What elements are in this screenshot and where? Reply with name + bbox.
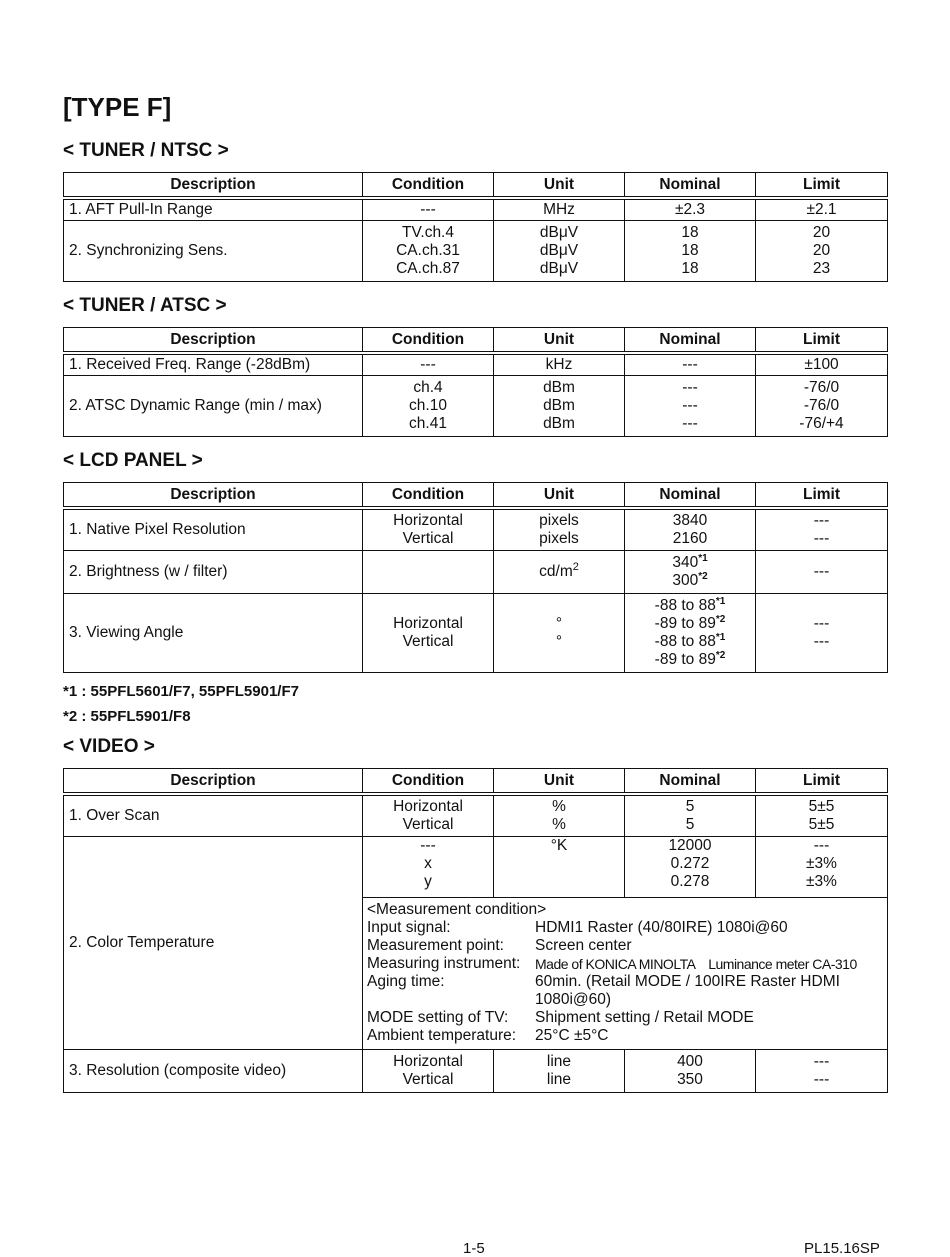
footnote-marker: *2	[715, 649, 726, 661]
nominal-value: 0.278	[670, 872, 710, 890]
measurement-value: Made of KONICA MINOLTA Luminance meter CA-310	[535, 956, 857, 972]
row-unit	[494, 794, 625, 836]
table-row	[64, 353, 888, 375]
unit-value: dBμV	[539, 259, 579, 277]
nominal-value: 0.272	[670, 854, 710, 872]
header-unit: Unit	[494, 483, 625, 509]
unit-value: dBm	[543, 414, 575, 432]
row-description: 1. Over Scan	[64, 794, 363, 836]
header-limit: Limit	[756, 483, 888, 509]
limit-value: -76/+4	[799, 414, 844, 432]
limit-value: ---	[813, 632, 830, 650]
limit-value: 20	[812, 223, 831, 241]
limit-value: ±3%	[806, 872, 837, 890]
header-nominal: Nominal	[625, 483, 756, 509]
row-unit: kHz	[494, 353, 625, 375]
table-row	[64, 375, 888, 436]
limit-value: ---	[813, 511, 830, 529]
row-unit	[494, 836, 625, 897]
limit-value: -76/0	[803, 396, 840, 414]
measurement-item	[367, 973, 883, 1009]
nominal-value: ---	[682, 396, 698, 414]
header-description: Description	[64, 483, 363, 509]
nominal-value: 18	[681, 241, 699, 259]
limit-value: ---	[813, 1052, 830, 1070]
tuner-atsc-table	[63, 327, 888, 437]
nominal-value-line	[625, 615, 755, 633]
table-header-row	[64, 483, 888, 509]
document-code: PL15.16SP	[804, 1240, 880, 1257]
tuner-ntsc-table	[63, 172, 888, 282]
nominal-value-line	[625, 572, 755, 590]
nominal-value: -88 to 88	[654, 596, 716, 614]
condition-value: TV.ch.4	[402, 223, 454, 241]
row-condition	[363, 836, 494, 897]
unit-value: dBm	[543, 396, 575, 414]
header-condition: Condition	[363, 769, 494, 795]
nominal-value: 400	[677, 1052, 703, 1070]
header-limit: Limit	[756, 173, 888, 199]
row-limit	[756, 220, 888, 281]
row-limit	[756, 593, 888, 672]
row-limit: ±100	[756, 353, 888, 375]
row-nominal	[625, 508, 756, 550]
measurement-value: Screen center	[535, 937, 632, 954]
condition-value: Vertical	[402, 529, 454, 547]
nominal-value-line	[625, 554, 755, 572]
table-header-row	[64, 328, 888, 354]
row-nominal	[625, 794, 756, 836]
measurement-value: 25°C ±5°C	[535, 1027, 609, 1044]
row-nominal	[625, 1049, 756, 1092]
measurement-condition	[363, 897, 888, 1049]
row-description: 2. ATSC Dynamic Range (min / max)	[64, 375, 363, 436]
limit-value: 23	[812, 259, 831, 277]
nominal-value: 350	[677, 1070, 703, 1088]
header-unit: Unit	[494, 769, 625, 795]
nominal-value: 340	[672, 553, 699, 571]
row-limit	[756, 836, 888, 897]
unit-value: dBμV	[539, 241, 579, 259]
measurement-item	[367, 919, 883, 937]
unit-value: line	[546, 1070, 572, 1088]
measurement-label: MODE setting of TV:	[367, 1009, 509, 1026]
row-unit	[494, 375, 625, 436]
lcd-panel-table	[63, 482, 888, 673]
row-unit	[494, 550, 625, 593]
row-limit	[756, 1049, 888, 1092]
nominal-value-line	[625, 651, 755, 669]
footnote-marker: *2	[698, 570, 708, 582]
table-row	[64, 550, 888, 593]
table-row	[64, 508, 888, 550]
condition-value: Horizontal	[393, 614, 463, 632]
limit-value: 5±5	[808, 815, 835, 833]
limit-value: ---	[813, 1070, 830, 1088]
header-description: Description	[64, 769, 363, 795]
nominal-value: -89 to 89	[654, 614, 716, 632]
unit-value: pixels	[539, 511, 579, 529]
nominal-value: 2160	[672, 529, 708, 547]
limit-value: -76/0	[803, 378, 840, 396]
measurement-label: Ambient temperature:	[367, 1027, 517, 1044]
section-title-lcd-panel: < LCD PANEL >	[63, 450, 203, 471]
row-condition: ---	[363, 198, 494, 220]
row-description: 3. Resolution (composite video)	[64, 1049, 363, 1092]
measurement-value: HDMI1 Raster (40/80IRE) 1080i@60	[535, 919, 788, 936]
footnote-1: *1 : 55PFL5601/F7, 55PFL5901/F7	[63, 683, 299, 700]
condition-value: CA.ch.31	[396, 241, 460, 259]
row-unit	[494, 593, 625, 672]
row-description: 2. Brightness (w / filter)	[64, 550, 363, 593]
condition-value: ---	[420, 836, 436, 854]
nominal-value: ---	[682, 414, 698, 432]
nominal-value: ---	[682, 378, 698, 396]
table-row	[64, 593, 888, 672]
row-nominal	[625, 593, 756, 672]
row-condition	[363, 220, 494, 281]
header-unit: Unit	[494, 328, 625, 354]
unit-value: dBμV	[539, 223, 579, 241]
row-description: 2. Color Temperature	[64, 836, 363, 1049]
measurement-item	[367, 1027, 883, 1045]
page-title: [TYPE F]	[63, 92, 172, 122]
condition-value: y	[424, 872, 432, 890]
table-header-row	[64, 173, 888, 199]
measurement-value: Shipment setting / Retail MODE	[535, 1009, 754, 1026]
footnote-marker: *2	[715, 613, 726, 625]
row-limit	[756, 508, 888, 550]
unit-superscript: 2	[572, 560, 579, 573]
unit-value: °	[555, 614, 563, 632]
measurement-label: Measurement point:	[367, 937, 504, 954]
row-condition	[363, 550, 494, 593]
row-condition: ---	[363, 353, 494, 375]
row-unit	[494, 220, 625, 281]
header-limit: Limit	[756, 328, 888, 354]
row-nominal	[625, 836, 756, 897]
header-condition: Condition	[363, 483, 494, 509]
row-limit	[756, 375, 888, 436]
video-table	[63, 768, 888, 1093]
unit-value: line	[546, 1052, 572, 1070]
table-row	[64, 220, 888, 281]
table-row	[64, 794, 888, 836]
condition-value: ch.10	[409, 396, 447, 414]
table-row	[64, 198, 888, 220]
table-header-row	[64, 769, 888, 795]
nominal-value: 5	[685, 797, 695, 815]
measurement-label: Measuring instrument:	[367, 955, 521, 972]
condition-value: x	[424, 854, 432, 872]
header-description: Description	[64, 328, 363, 354]
footnote-marker: *1	[715, 595, 726, 607]
unit-value: °K	[550, 836, 568, 854]
row-condition	[363, 794, 494, 836]
limit-value: 5±5	[808, 797, 835, 815]
nominal-value: 300	[672, 571, 699, 589]
footnote-marker: *1	[698, 552, 708, 564]
header-nominal: Nominal	[625, 328, 756, 354]
row-condition	[363, 508, 494, 550]
measurement-label: Input signal:	[367, 919, 451, 936]
row-description: 1. AFT Pull-In Range	[64, 198, 363, 220]
unit-value: °	[555, 632, 563, 650]
section-title-tuner-ntsc: < TUNER / NTSC >	[63, 140, 229, 161]
condition-value: Horizontal	[393, 1052, 463, 1070]
nominal-value: 18	[681, 259, 699, 277]
section-title-video: < VIDEO >	[63, 736, 155, 757]
row-description: 2. Synchronizing Sens.	[64, 220, 363, 281]
nominal-value: 3840	[672, 511, 708, 529]
nominal-value: -89 to 89	[654, 650, 716, 668]
row-description: 1. Received Freq. Range (-28dBm)	[64, 353, 363, 375]
nominal-value: 18	[681, 223, 699, 241]
header-condition: Condition	[363, 328, 494, 354]
limit-value: ---	[813, 836, 830, 854]
row-nominal: ±2.3	[625, 198, 756, 220]
condition-value: Vertical	[402, 1070, 454, 1088]
row-unit	[494, 508, 625, 550]
row-unit: MHz	[494, 198, 625, 220]
header-limit: Limit	[756, 769, 888, 795]
row-condition	[363, 375, 494, 436]
measurement-value: 60min. (Retail MODE / 100IRE Raster HDMI 1080i@60)	[535, 973, 840, 1008]
row-nominal	[625, 375, 756, 436]
measurement-heading: <Measurement condition>	[367, 901, 547, 918]
measurement-item	[367, 1009, 883, 1027]
row-nominal: ---	[625, 353, 756, 375]
row-description: 3. Viewing Angle	[64, 593, 363, 672]
limit-value: 20	[812, 241, 831, 259]
measurement-item	[367, 937, 883, 955]
condition-value: ch.41	[409, 414, 447, 432]
unit-value: cd/m	[539, 562, 573, 580]
row-unit	[494, 1049, 625, 1092]
limit-value: ---	[813, 614, 830, 632]
unit-value: %	[552, 815, 566, 833]
condition-value: Horizontal	[393, 511, 463, 529]
nominal-value: 5	[685, 815, 695, 833]
footnote-marker: *1	[715, 631, 726, 643]
header-nominal: Nominal	[625, 769, 756, 795]
table-row	[64, 1049, 888, 1092]
nominal-value-line	[625, 597, 755, 615]
header-unit: Unit	[494, 173, 625, 199]
unit-value: pixels	[539, 529, 579, 547]
header-description: Description	[64, 173, 363, 199]
measurement-label: Aging time:	[367, 973, 445, 990]
limit-value: ±3%	[806, 854, 837, 872]
row-limit	[756, 794, 888, 836]
condition-value: ch.4	[413, 378, 443, 396]
row-condition	[363, 593, 494, 672]
row-limit: ±2.1	[756, 198, 888, 220]
unit-value: dBm	[543, 378, 575, 396]
condition-value: CA.ch.87	[396, 259, 460, 277]
footnote-2: *2 : 55PFL5901/F8	[63, 708, 191, 725]
page-number: 1-5	[463, 1240, 485, 1257]
condition-value: Vertical	[402, 815, 454, 833]
limit-value: ---	[813, 529, 830, 547]
condition-value: Vertical	[402, 632, 454, 650]
nominal-value: -88 to 88	[654, 632, 716, 650]
row-limit: ---	[756, 550, 888, 593]
condition-value: Horizontal	[393, 797, 463, 815]
row-nominal	[625, 220, 756, 281]
header-condition: Condition	[363, 173, 494, 199]
table-row	[64, 836, 888, 897]
row-condition	[363, 1049, 494, 1092]
measurement-item	[367, 955, 883, 973]
nominal-value: 12000	[668, 836, 712, 854]
header-nominal: Nominal	[625, 173, 756, 199]
row-description: 1. Native Pixel Resolution	[64, 508, 363, 550]
row-nominal	[625, 550, 756, 593]
unit-value: %	[552, 797, 566, 815]
nominal-value-line	[625, 633, 755, 651]
section-title-tuner-atsc: < TUNER / ATSC >	[63, 295, 227, 316]
